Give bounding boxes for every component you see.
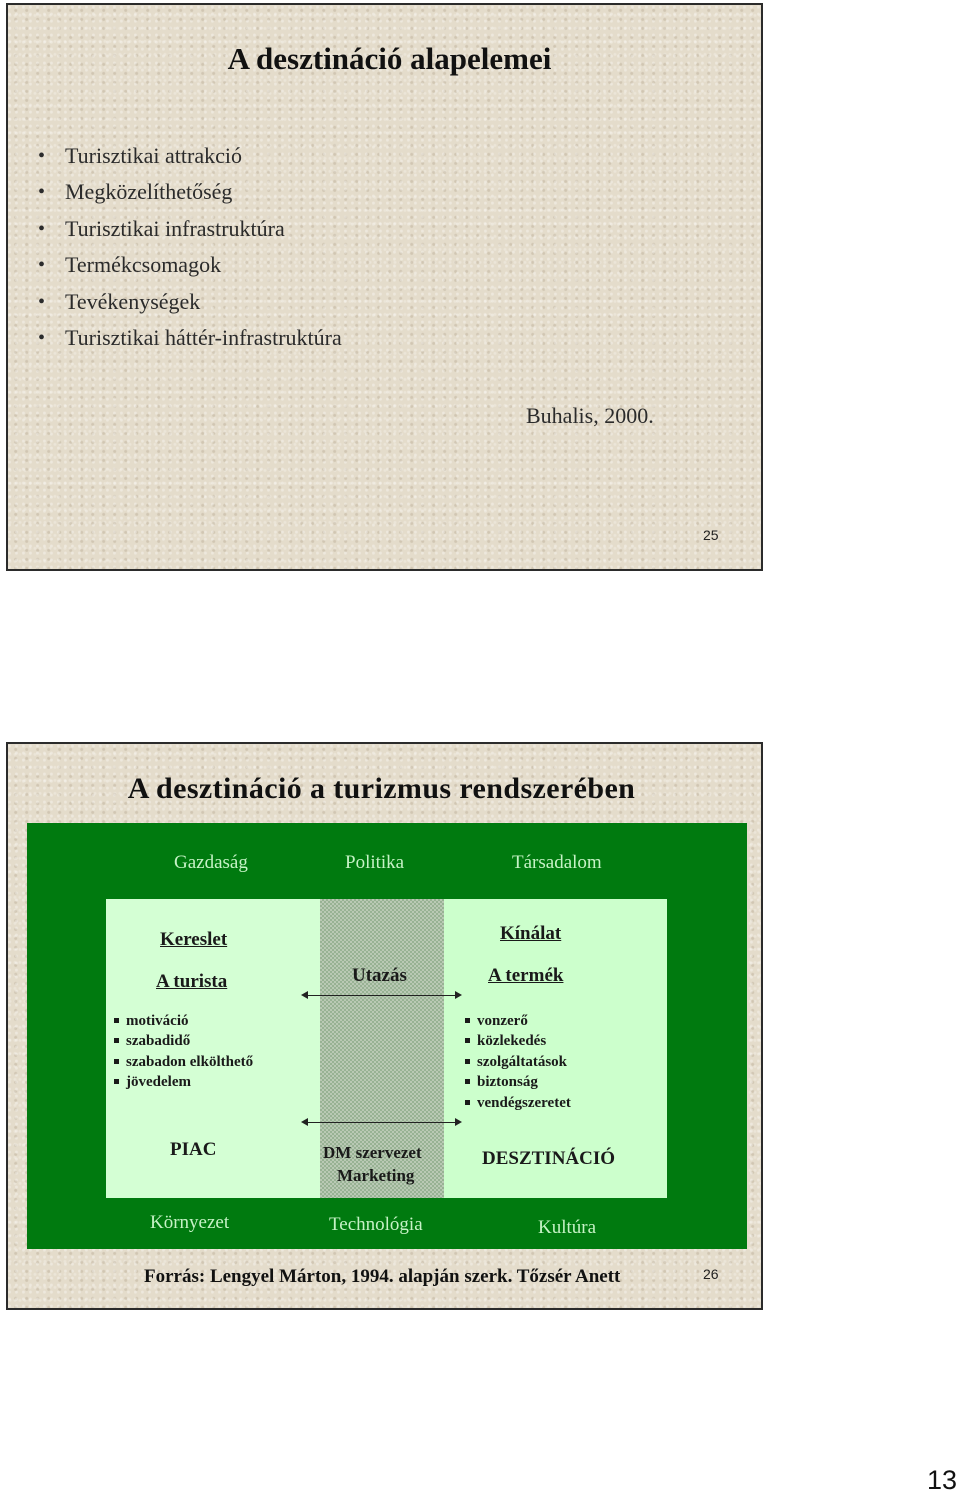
tourist-subheading: A turista bbox=[156, 971, 228, 992]
supply-heading: Kínálat bbox=[500, 923, 562, 944]
destination-label: DESZTINÁCIÓ bbox=[482, 1148, 616, 1169]
list-item: jövedelem bbox=[114, 1072, 253, 1092]
list-item: vendégszeretet bbox=[465, 1093, 571, 1113]
list-item: biztonság bbox=[465, 1072, 571, 1092]
bullet-item: • Tevékenységek bbox=[36, 284, 342, 320]
label-technologia: Technológia bbox=[329, 1214, 423, 1235]
double-arrow-bottom bbox=[303, 1122, 460, 1123]
system-diagram bbox=[27, 823, 747, 1249]
source-credit: Forrás: Lengyel Márton, 1994. alapján szerk. Tőzsér Anett bbox=[144, 1266, 621, 1287]
list-item: szabadon elkölthető bbox=[114, 1052, 253, 1072]
bullet-item: • Termékcsomagok bbox=[36, 247, 342, 283]
list-item: vonzerő bbox=[465, 1011, 571, 1031]
bullet-item: • Turisztikai infrastruktúra bbox=[36, 211, 342, 247]
demand-heading: Kereslet bbox=[160, 929, 228, 950]
product-subheading: A termék bbox=[488, 965, 564, 986]
label-kultura: Kultúra bbox=[538, 1217, 597, 1238]
label-gazdasag: Gazdaság bbox=[174, 852, 248, 873]
document-page-number: 13 bbox=[927, 1465, 958, 1495]
citation: Buhalis, 2000. bbox=[526, 403, 654, 428]
bullet-item: • Turisztikai háttér-infrastruktúra bbox=[36, 320, 342, 356]
travel-heading: Utazás bbox=[352, 965, 407, 986]
dm-organization-label: DM szervezet bbox=[323, 1143, 422, 1162]
demand-list bbox=[114, 1011, 253, 1093]
bullet-list bbox=[36, 138, 342, 356]
list-item: közlekedés bbox=[465, 1031, 571, 1051]
supply-list bbox=[465, 1011, 571, 1113]
travel-panel bbox=[320, 899, 444, 1198]
supply-panel bbox=[444, 899, 667, 1198]
bullet-item: • Megközelíthetőség bbox=[36, 174, 342, 210]
slide-title: A desztináció alapelemei bbox=[227, 41, 552, 76]
list-item: szolgáltatások bbox=[465, 1052, 571, 1072]
double-arrow-top bbox=[303, 995, 460, 996]
list-item: motiváció bbox=[114, 1011, 253, 1031]
label-kornyezet: Környezet bbox=[150, 1212, 230, 1233]
slide-25 bbox=[6, 3, 763, 571]
bullet-item: • Turisztikai attrakció bbox=[36, 138, 342, 174]
slide-page-number: 25 bbox=[703, 527, 719, 543]
slide-title: A desztináció a turizmus rendszerében bbox=[127, 772, 636, 805]
slide-page-number: 26 bbox=[703, 1266, 719, 1282]
market-label: PIAC bbox=[170, 1139, 217, 1160]
marketing-label: Marketing bbox=[337, 1166, 415, 1185]
list-item: szabadidő bbox=[114, 1031, 253, 1051]
label-tarsadalom: Társadalom bbox=[512, 852, 602, 873]
slide-26 bbox=[6, 742, 763, 1310]
demand-panel bbox=[106, 899, 320, 1198]
label-politika: Politika bbox=[345, 852, 405, 873]
